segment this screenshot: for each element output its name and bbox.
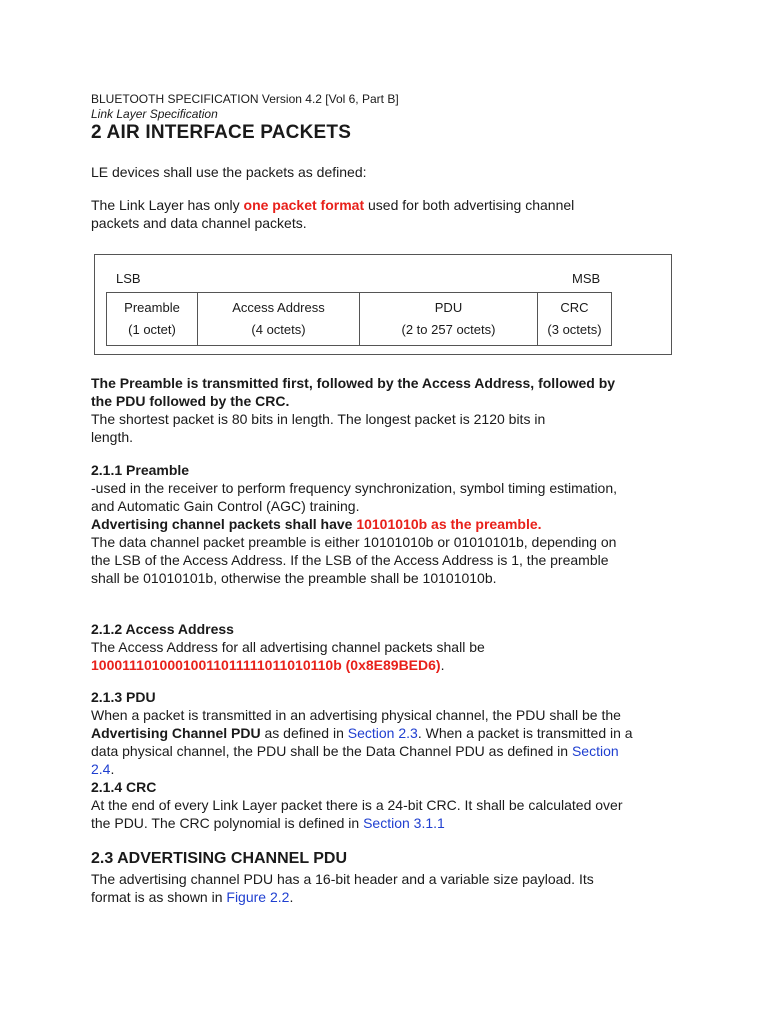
access-address-line-1: The Access Address for all advertising channel packets shall be — [91, 639, 485, 655]
adv-pdu-heading: 2.3 ADVERTISING CHANNEL PDU — [91, 850, 348, 867]
section-title: 2 AIR INTERFACE PACKETS — [91, 122, 352, 143]
highlight-one-packet-format: one packet format — [243, 197, 365, 213]
pdu-line-1: When a packet is transmitted in an advertising physical channel, the PDU shall be the — [91, 707, 621, 723]
pdu-line-3 — [91, 742, 619, 760]
access-address-value-line — [91, 656, 444, 674]
preamble-line-2: and Automatic Gain Control (AGC) training. — [91, 498, 360, 514]
field-crc — [538, 293, 612, 346]
field-name: Access Address — [232, 300, 325, 315]
link-section-2-4[interactable]: Section — [571, 743, 619, 759]
pdu-line-2 — [91, 724, 633, 742]
access-address-value: 10001110100010011011111011010110b (0x8E89BED6) — [91, 657, 441, 673]
link-section-3-1-1[interactable]: Section 3.1.1 — [363, 815, 445, 831]
text: format is as shown in — [91, 889, 227, 905]
preamble-adv-line — [91, 515, 542, 533]
packet-format-figure — [94, 254, 672, 355]
field-size: (3 octets) — [547, 322, 602, 337]
order-bold-line-2: the PDU followed by the CRC. — [91, 393, 290, 409]
order-bold-line-1: The Preamble is transmitted first, followed by the Access Address, followed by — [91, 375, 616, 391]
preamble-line-6: shall be 01010101b, otherwise the preamble shall be 10101010b. — [91, 570, 497, 586]
crc-line-1: At the end of every Link Layer packet there is a 24-bit CRC. It shall be calculated over — [91, 797, 623, 813]
field-pdu — [360, 293, 538, 346]
text: The Link Layer has only — [91, 197, 244, 213]
pdu-line-4 — [91, 760, 114, 778]
highlight-preamble-value: 10101010b as the preamble. — [356, 516, 542, 532]
link-figure-2-2[interactable]: Figure 2.2 — [226, 889, 290, 905]
spec-subtitle: Link Layer Specification — [91, 107, 218, 121]
text: Advertising channel packets shall have — [91, 516, 357, 532]
packet-format-line-1 — [91, 196, 574, 214]
crc-heading: 2.1.4 CRC — [91, 779, 157, 795]
adv-pdu-line-2 — [91, 888, 293, 906]
packet-fields-table — [106, 292, 612, 346]
field-size: (2 to 257 octets) — [401, 322, 496, 337]
preamble-heading: 2.1.1 Preamble — [91, 462, 190, 478]
field-name: Preamble — [124, 300, 180, 315]
field-access-address — [198, 293, 360, 346]
field-name: CRC — [560, 300, 589, 315]
link-section-2-4-cont[interactable]: 2.4 — [91, 761, 111, 777]
preamble-line-5: the LSB of the Access Address. If the LSB of the Access Address is 1, the preamble — [91, 552, 609, 568]
length-line-2: length. — [91, 429, 134, 445]
text: data physical channel, the PDU shall be the Data Channel PDU as defined in — [91, 743, 572, 759]
field-name: PDU — [434, 300, 463, 315]
access-address-heading: 2.1.2 Access Address — [91, 621, 234, 637]
text: as defined in — [260, 725, 348, 741]
spec-header: BLUETOOTH SPECIFICATION Version 4.2 [Vol 6, Part B] — [91, 92, 399, 106]
link-section-2-3[interactable]: Section 2.3 — [347, 725, 418, 741]
preamble-line-4: The data channel packet preamble is either 10101010b or 01010101b, depending on — [91, 534, 617, 550]
lsb-label: LSB — [116, 271, 141, 286]
adv-pdu-line-1: The advertising channel PDU has a 16-bit header and a variable size payload. Its — [91, 871, 594, 887]
length-line-1: The shortest packet is 80 bits in length. The longest packet is 2120 bits in — [91, 411, 546, 427]
field-preamble — [107, 293, 198, 346]
text: the PDU. The CRC polynomial is defined in — [91, 815, 364, 831]
text: Advertising Channel PDU — [91, 725, 261, 741]
pdu-heading: 2.1.3 PDU — [91, 689, 156, 705]
msb-label: MSB — [572, 271, 601, 286]
preamble-line-1: -used in the receiver to perform frequency synchronization, symbol timing estimation, — [91, 480, 618, 496]
field-size: (1 octet) — [128, 322, 176, 337]
crc-line-2 — [91, 814, 445, 832]
text: . — [440, 657, 445, 673]
field-size: (4 octets) — [251, 322, 306, 337]
text: . When a packet is transmitted in a — [417, 725, 633, 741]
packet-format-line-2: packets and data channel packets. — [91, 215, 307, 231]
text: . — [110, 761, 115, 777]
text: used for both advertising channel — [364, 197, 575, 213]
intro-text: LE devices shall use the packets as defined: — [91, 164, 367, 180]
text: . — [289, 889, 294, 905]
